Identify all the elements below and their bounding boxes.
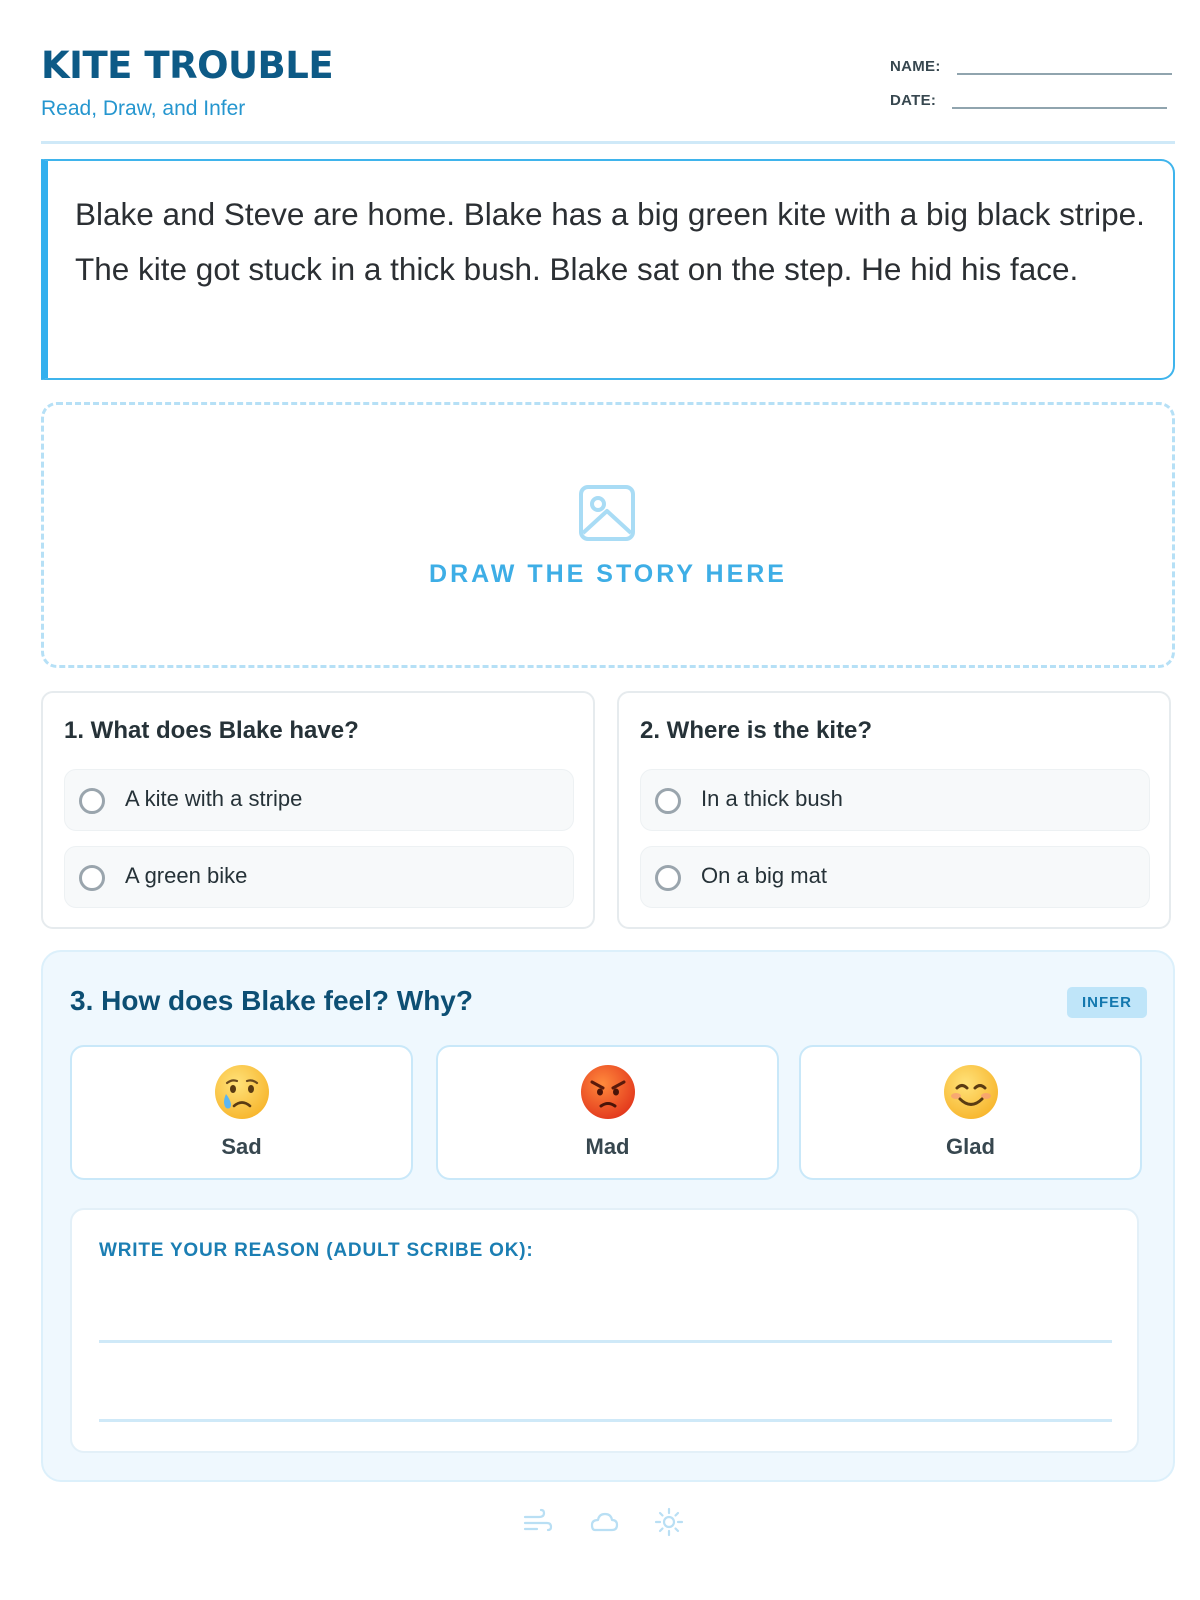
- wind-icon: [520, 1505, 554, 1539]
- question-title: 2. Where is the kite?: [640, 717, 873, 744]
- reason-box[interactable]: [70, 1208, 1139, 1453]
- question-title: 1. What does Blake have?: [64, 717, 359, 744]
- name-label: NAME:: [890, 58, 941, 75]
- sun-icon: [652, 1505, 686, 1539]
- feelings-question-title: 3. How does Blake feel? Why?: [70, 985, 473, 1016]
- cloud-icon: [586, 1505, 620, 1539]
- name-field[interactable]: [890, 58, 1180, 82]
- page-subtitle: Read, Draw, and Infer: [41, 97, 246, 120]
- answer-option[interactable]: [64, 846, 574, 908]
- worksheet-header: [41, 44, 1175, 144]
- angry-face-icon: [579, 1063, 637, 1121]
- image-icon: [577, 483, 637, 543]
- date-label: DATE:: [890, 92, 937, 109]
- date-field[interactable]: [890, 92, 1180, 116]
- crying-face-icon: [213, 1063, 271, 1121]
- feeling-choice-mad[interactable]: [436, 1045, 779, 1180]
- answer-option-label: A kite with a stripe: [125, 786, 303, 811]
- writing-line[interactable]: [99, 1419, 1112, 1422]
- infer-badge: INFER: [1067, 987, 1147, 1018]
- feelings-section: [41, 950, 1175, 1482]
- answer-option[interactable]: [64, 769, 574, 831]
- feeling-choice-sad[interactable]: [70, 1045, 413, 1180]
- feeling-label: Glad: [946, 1134, 995, 1159]
- drawing-area-label: DRAW THE STORY HERE: [429, 560, 787, 588]
- feeling-label: Sad: [221, 1134, 262, 1159]
- story-box: [41, 159, 1175, 380]
- date-line[interactable]: [952, 107, 1167, 109]
- answer-option[interactable]: [640, 769, 1150, 831]
- reason-label: WRITE YOUR REASON (ADULT SCRIBE OK):: [99, 1240, 534, 1261]
- drawing-area[interactable]: [41, 402, 1175, 668]
- answer-option-label: On a big mat: [701, 863, 827, 888]
- answer-option-label: In a thick bush: [701, 786, 843, 811]
- radio-button[interactable]: [655, 788, 681, 814]
- feeling-label: Mad: [585, 1134, 630, 1159]
- answer-option[interactable]: [640, 846, 1150, 908]
- radio-button[interactable]: [79, 788, 105, 814]
- smiling-face-icon: [942, 1063, 1000, 1121]
- writing-line[interactable]: [99, 1340, 1112, 1343]
- footer-decoration: [520, 1505, 690, 1545]
- name-line[interactable]: [957, 73, 1172, 75]
- question-card-2: [617, 691, 1171, 929]
- story-text: Blake and Steve are home. Blake has a big green kite with a big black stripe. The kite got stuck in a thick bush. Blake sat on the step. He hid his face.: [75, 196, 1145, 287]
- radio-button[interactable]: [79, 865, 105, 891]
- page-title: KITE TROUBLE: [41, 44, 334, 87]
- question-card-1: [41, 691, 595, 929]
- answer-option-label: A green bike: [125, 863, 248, 888]
- radio-button[interactable]: [655, 865, 681, 891]
- feeling-choice-glad[interactable]: [799, 1045, 1142, 1180]
